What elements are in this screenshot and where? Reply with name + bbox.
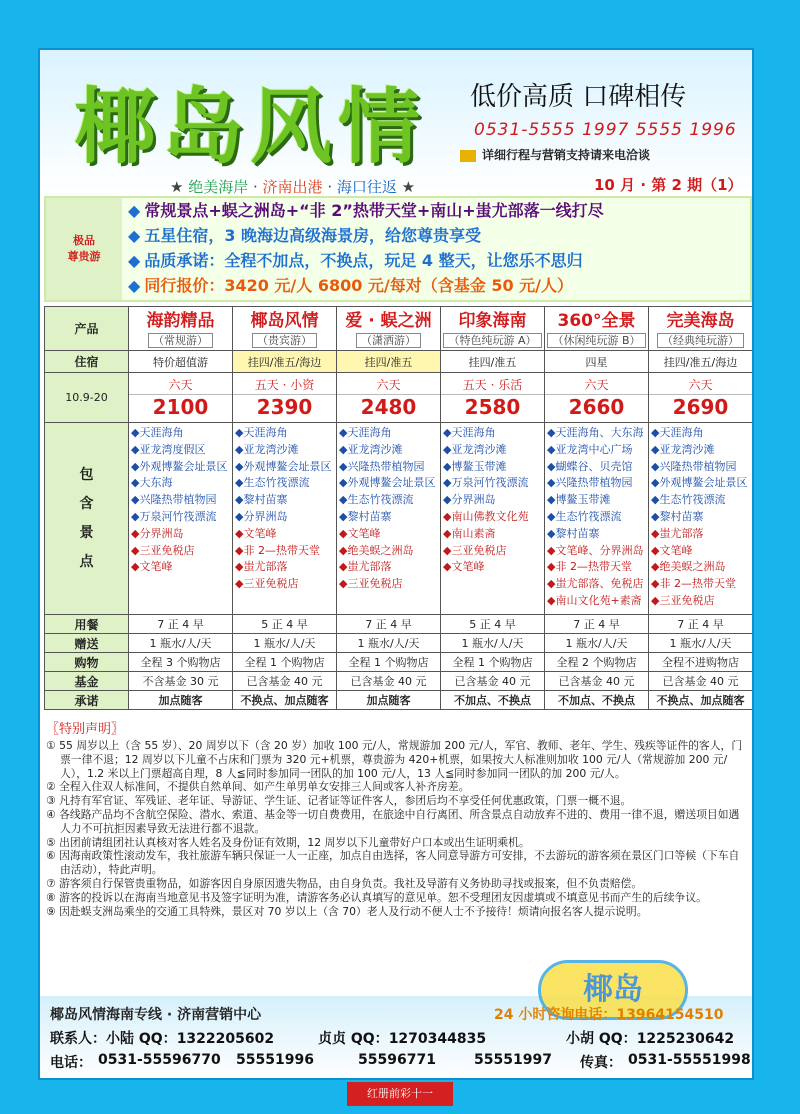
sight-item: ◆文笔峰 [131, 560, 173, 574]
trip-price: 2690 [649, 394, 752, 419]
trip-price: 2580 [441, 394, 544, 419]
product-name: 印象海南 [458, 310, 527, 331]
note-item: ④ 各线路产品均不含航空保险、潜水、索道、基金等一切自费费用，在旅途中自行离团、所含景点自动放弃不进的、费用一律不退，赠送项目如遇人力不可抗拒因素导致无法进行都不退款。 [46, 807, 740, 835]
sight-item: ◆亚龙湾沙滩 [443, 442, 507, 456]
sight-item: ◆蚩尤部落、免税店 [547, 577, 644, 591]
fund-cell: 已含基金 40 元 [441, 672, 545, 691]
special-notes [46, 718, 750, 918]
product-type: （贵宾游） [252, 333, 317, 348]
note-item: ③ 凡持有军官证、军残证、老年证、导游证、学生证、记者证等证件客人，参团后均不享受任何优惠政策，门票一概不退。 [46, 794, 632, 808]
sight-item: ◆分界洲岛 [443, 493, 496, 507]
diamond-icon: ◆ [128, 226, 141, 245]
meals-cell: 7 正 4 早 [129, 615, 233, 634]
sight-item: ◆天涯海角 [339, 426, 392, 439]
label-sights [45, 423, 129, 615]
sight-item: ◆非 2—热带天堂 [547, 560, 632, 574]
sight-item: ◆黎村苗寨 [651, 509, 704, 523]
promise-cell: 加点随客 [337, 691, 441, 710]
promo-line [128, 198, 748, 223]
sights-list [545, 423, 649, 615]
sight-item: ◆文笔峰 [339, 526, 381, 540]
note-item: ⑧ 游客的投诉以在海南当地意见书及签字证明为准，请游客务必认真填写的意见单。恕不受理团友因虚填或不填意见书而产生的后续争议。 [46, 890, 707, 904]
sight-item: ◆亚龙湾沙滩 [235, 442, 299, 456]
sight-item: ◆兴隆热带植物园 [651, 459, 737, 473]
price-cell [649, 373, 753, 423]
sights-list [337, 423, 441, 615]
footer-contacts [40, 972, 754, 1080]
consult-text: 详细行程与营销支持请来电洽谈 [482, 148, 651, 162]
product-cell [337, 307, 441, 351]
fax-number: 0531-55551998 [628, 1052, 751, 1068]
price-cell [233, 373, 337, 423]
trip-days: 六天 [168, 378, 193, 392]
row-gift [45, 634, 753, 653]
note-item: ⑨ 因赴蜈支洲岛乘坐的交通工具特殊，景区对 70 岁以上（含 70）老人及行动不便人士不予接待！烦请向报名客人提示说明。 [46, 904, 648, 918]
tel-number: 0531-55596770 [98, 1052, 221, 1068]
tel-label: 电话： [50, 1055, 92, 1071]
promo-line [128, 223, 748, 248]
hotel-cell: 挂四/准五/海边 [233, 351, 337, 373]
label-hotel: 住宿 [45, 351, 129, 373]
product-table [44, 306, 753, 710]
fund-cell: 不含基金 30 元 [129, 672, 233, 691]
sights-list [649, 423, 753, 615]
label-date: 10.9-20 [45, 373, 129, 423]
sight-item: ◆亚龙湾中心广场 [547, 442, 633, 456]
contact-label: 小胡 QQ： [566, 1031, 637, 1047]
sights-list [129, 423, 233, 615]
promo-side-label [46, 198, 122, 300]
header [40, 50, 754, 196]
product-name: 海韵精品 [146, 310, 215, 331]
sight-item: ◆黎村苗寨 [339, 509, 392, 523]
row-meals [45, 615, 753, 634]
note-item: ② 全程入住双人标准间，不提供自然单间、如产生单男单女安排三人间或客人补齐房差。 [46, 780, 470, 794]
hotel-cell: 挂四/准五 [337, 351, 441, 373]
diamond-icon: ◆ [128, 201, 141, 220]
hotel-cell: 四星 [545, 351, 649, 373]
product-name: 椰岛风情 [250, 310, 319, 331]
row-promise [45, 691, 753, 710]
shopping-cell: 全程 1 个购物店 [337, 653, 441, 672]
sight-item: ◆三亚免税店 [131, 543, 195, 557]
contact-label: 联系人：小陆 QQ： [50, 1031, 177, 1047]
sight-item: ◆亚龙湾度假区 [131, 442, 206, 456]
star-icon: ★ [170, 178, 189, 196]
contact-qq [318, 1028, 486, 1048]
tagline-item: 海口往返 [336, 178, 397, 196]
sight-item: ◆南山佛教文化苑 [443, 509, 529, 523]
product-cell [649, 307, 753, 351]
row-price [45, 373, 753, 423]
trip-days: 六天 [688, 378, 713, 392]
shopping-cell: 全程不进购物店 [649, 653, 753, 672]
star-icon: ★ [396, 178, 416, 196]
sight-item: ◆天涯海角 [235, 426, 288, 439]
gift-cell: 1 瓶水/人/天 [233, 634, 337, 653]
promo-label: 尊贵游 [67, 250, 101, 263]
sight-item: ◆绝美蜈之洲岛 [339, 543, 414, 557]
hotel-cell: 挂四/准五 [441, 351, 545, 373]
trip-price: 2390 [233, 394, 336, 419]
sight-item: ◆蚩尤部落 [651, 526, 704, 540]
contact-value: 1225230642 [636, 1031, 735, 1047]
notes-heading: 〖特别声明〗 [46, 722, 125, 737]
sight-item: ◆三亚免税店 [235, 577, 299, 591]
promise-cell: 不换点、加点随客 [233, 691, 337, 710]
promo-label: 极品 [73, 234, 95, 247]
sight-item: ◆南山文化苑+素斋 [547, 593, 642, 607]
promise-cell: 加点随客 [129, 691, 233, 710]
header-phones: 0531-5555 1997 5555 1996 [474, 120, 737, 140]
sight-item: ◆蚩尤部落 [235, 560, 288, 574]
trip-days: 五天 · 小资 [254, 378, 315, 392]
contact-value: 1270344835 [388, 1031, 487, 1047]
sight-item: ◆天涯海角、大东海 [547, 426, 644, 439]
sights-label-char: 包 [79, 466, 94, 483]
price-cell [337, 373, 441, 423]
meals-cell: 7 正 4 早 [545, 615, 649, 634]
price-cell [129, 373, 233, 423]
note-item: ⑦ 游客须自行保管贵重物品，如游客因自身原因遗失物品，由自身负责。我社及导游有义务协助寻找或报案，但不负责赔偿。 [46, 876, 643, 890]
row-fund [45, 672, 753, 691]
hotline: 24 小时咨询电话：13964154510 [494, 1007, 724, 1023]
slogan: 低价高质 口碑相传 [470, 82, 687, 112]
tel-number: 55551996 [236, 1052, 314, 1068]
hotel-cell: 特价超值游 [129, 351, 233, 373]
trip-days: 六天 [376, 378, 401, 392]
meals-cell: 5 正 4 早 [441, 615, 545, 634]
contact-label: 贞贞 QQ： [318, 1031, 389, 1047]
tagline-item: 绝美海岸 [188, 178, 249, 196]
row-sights [45, 423, 753, 615]
label-shopping: 购物 [45, 653, 129, 672]
fund-cell: 已含基金 40 元 [649, 672, 753, 691]
sight-item: ◆三亚免税店 [443, 543, 507, 557]
note-item: ⑤ 出团前请组团社认真核对客人姓名及身份证有效期，12 周岁以下儿童带好户口本或出生证明乘机。 [46, 835, 530, 849]
meals-cell: 7 正 4 早 [649, 615, 753, 634]
product-name: 完美海岛 [666, 310, 735, 331]
premium-promo [44, 196, 752, 302]
product-name: 360°全景 [557, 310, 636, 331]
row-product [45, 307, 753, 351]
trip-days: 六天 [584, 378, 609, 392]
sight-item: ◆文笔峰 [443, 560, 485, 574]
trip-days: 五天 · 乐活 [462, 378, 523, 392]
brand-title: 椰岛风情 [74, 79, 427, 175]
sales-center: 椰岛风情海南专线 · 济南营销中心 [50, 1007, 262, 1023]
fax-label: 传真： [580, 1055, 622, 1071]
promise-cell: 不加点、不换点 [441, 691, 545, 710]
sight-item: ◆生态竹筏漂流 [651, 493, 726, 507]
sight-item: ◆博鳌玉带滩 [443, 459, 507, 473]
sight-item: ◆大东海 [131, 476, 173, 490]
sight-item: ◆三亚免税店 [651, 593, 715, 607]
label-product: 产品 [45, 307, 129, 351]
fund-cell: 已含基金 40 元 [233, 672, 337, 691]
sights-label-char: 含 [79, 495, 94, 512]
fund-cell: 已含基金 40 元 [545, 672, 649, 691]
sight-item: ◆天涯海角 [131, 426, 184, 439]
promo-line [128, 273, 748, 298]
sight-item: ◆文笔峰 [235, 526, 277, 540]
sight-item: ◆分界洲岛 [235, 509, 288, 523]
tagline: ★ 绝美海岸 · 济南出港 · 海口往返 ★ [170, 178, 416, 196]
gift-cell: 1 瓶水/人/天 [545, 634, 649, 653]
sight-item: ◆兴隆热带植物园 [339, 459, 425, 473]
sight-item: ◆天涯海角 [651, 426, 704, 439]
sight-item: ◆绝美蜈之洲岛 [651, 560, 726, 574]
sights-list [441, 423, 545, 615]
label-promise: 承诺 [45, 691, 129, 710]
promo-lines [128, 198, 748, 298]
row-hotel [45, 351, 753, 373]
product-name: 爱 · 蜈之洲 [345, 310, 432, 331]
sight-item: ◆分界洲岛 [131, 526, 184, 540]
promo-line-text: 五星住宿，3 晚海边高级海景房，给您尊贵享受 [144, 226, 482, 245]
sight-item: ◆黎村苗寨 [235, 493, 288, 507]
tagline-item: 济南出港 [262, 178, 323, 196]
row-shopping [45, 653, 753, 672]
sight-item: ◆外观博鳌会址景区 [651, 476, 748, 490]
sights-list [233, 423, 337, 615]
label-fund: 基金 [45, 672, 129, 691]
gift-cell: 1 瓶水/人/天 [129, 634, 233, 653]
flag-icon [460, 150, 476, 162]
shopping-cell: 全程 2 个购物店 [545, 653, 649, 672]
sight-item: ◆黎村苗寨 [547, 526, 600, 540]
sight-item: ◆兴隆热带植物园 [131, 493, 217, 507]
sight-item: ◆博鳌玉带滩 [547, 493, 611, 507]
sights-label-char: 景 [79, 524, 94, 541]
trip-price: 2660 [545, 394, 648, 419]
sight-item: ◆文笔峰 [651, 543, 693, 557]
shopping-cell: 全程 1 个购物店 [441, 653, 545, 672]
contact-value: 1322205602 [176, 1031, 275, 1047]
meals-cell: 5 正 4 早 [233, 615, 337, 634]
gift-cell: 1 瓶水/人/天 [441, 634, 545, 653]
promo-line [128, 248, 748, 273]
sight-item: ◆蝴蝶谷、贝壳馆 [547, 459, 633, 473]
sight-item: ◆外观博鳌会址景区 [235, 459, 332, 473]
tel-number: 55596771 [358, 1052, 436, 1068]
sight-item: ◆蚩尤部落 [339, 560, 392, 574]
contact-qq [566, 1028, 734, 1048]
product-cell [233, 307, 337, 351]
product-type: （特色纯玩游 A） [443, 333, 541, 348]
sight-item: ◆天涯海角 [443, 426, 496, 439]
sight-item: ◆文笔峰、分界洲岛 [547, 543, 644, 557]
price-cell [545, 373, 649, 423]
tel-number: 55551997 [474, 1052, 552, 1068]
coconut-island-logo: 椰岛 [538, 960, 688, 1020]
diamond-icon: ◆ [128, 276, 141, 295]
sight-item: ◆生态竹筏漂流 [235, 476, 310, 490]
product-type: （休闲纯玩游 B） [547, 333, 645, 348]
price-cell [441, 373, 545, 423]
sight-item: ◆生态竹筏漂流 [339, 493, 414, 507]
issue-number: 10 月 · 第 2 期（1） [594, 176, 743, 194]
promo-line-text: 常规景点+蜈之洲岛+“非 2”热带天堂+南山+蚩尤部落一线打尽 [144, 201, 604, 220]
note-item: ⑥ 因海南政策性滚动发车，我社旅游车辆只保证一人一正座，加点自由选择，客人同意导游方可安排，不去游玩的游客须在景区门口等候（下车自由活动），特此声明。 [46, 849, 740, 877]
sight-item: ◆外观博鳌会址景区 [339, 476, 436, 490]
sight-item: ◆亚龙湾沙滩 [339, 442, 403, 456]
sight-item: ◆南山素斋 [443, 526, 496, 540]
consult-note [460, 146, 650, 163]
sight-item: ◆生态竹筏漂流 [547, 509, 622, 523]
meals-cell: 7 正 4 早 [337, 615, 441, 634]
promo-line-text: 品质承诺：全程不加点，不换点，玩足 4 整天，让您乐不思归 [144, 251, 583, 270]
promise-cell: 不加点、不换点 [545, 691, 649, 710]
sight-item: ◆亚龙湾沙滩 [651, 442, 715, 456]
product-cell [441, 307, 545, 351]
promo-line-text: 同行报价：3420 元/人 6800 元/每对（含基金 50 元/人） [144, 276, 574, 295]
product-type: （常规游） [148, 333, 213, 348]
shopping-cell: 全程 3 个购物店 [129, 653, 233, 672]
diamond-icon: ◆ [128, 251, 141, 270]
gift-cell: 1 瓶水/人/天 [337, 634, 441, 653]
sight-item: ◆万泉河竹筏漂流 [131, 509, 217, 523]
sight-item: ◆外观博鳌会址景区 [131, 459, 228, 473]
fund-cell: 已含基金 40 元 [337, 672, 441, 691]
sight-item: ◆万泉河竹筏漂流 [443, 476, 529, 490]
sight-item: ◆非 2—热带天堂 [235, 543, 320, 557]
sight-item: ◆三亚免税店 [339, 577, 403, 591]
label-gift: 赠送 [45, 634, 129, 653]
product-cell [129, 307, 233, 351]
sight-item: ◆兴隆热带植物园 [547, 476, 633, 490]
promise-cell: 不换点、加点随客 [649, 691, 753, 710]
contact-qq [50, 1028, 274, 1048]
sights-label-char: 点 [79, 553, 94, 570]
label-meals: 用餐 [45, 615, 129, 634]
sight-item: ◆非 2—热带天堂 [651, 577, 736, 591]
page-tab: 红册前彩十一 [347, 1082, 453, 1106]
brochure-sheet [38, 48, 754, 1080]
product-type: （经典纯玩游） [657, 333, 744, 348]
hotel-cell: 挂四/准五/海边 [649, 351, 753, 373]
shopping-cell: 全程 1 个购物店 [233, 653, 337, 672]
trip-price: 2100 [129, 394, 232, 419]
product-type: （潇洒游） [356, 333, 421, 348]
trip-price: 2480 [337, 394, 440, 419]
product-cell [545, 307, 649, 351]
note-item: ① 55 周岁以上（含 55 岁）、20 周岁以下（含 20 岁）加收 100 元/人，常规游加 200 元/人，军官、教师、老年、学生、残疾等证件的客人，门票一律不退；12 周岁以下儿童不占床和门票为 320 元+机票，尊贵游为 420+机票，如果按大人标准则加收 100 元/人（常规游加 200 元/人），1.2 米以上门票超高自理，8 人≦同时参加同一团队的加 100 元/人，13 人≦同时参加同一团队的加 200 元/人。 [46, 739, 743, 780]
gift-cell: 1 瓶水/人/天 [649, 634, 753, 653]
